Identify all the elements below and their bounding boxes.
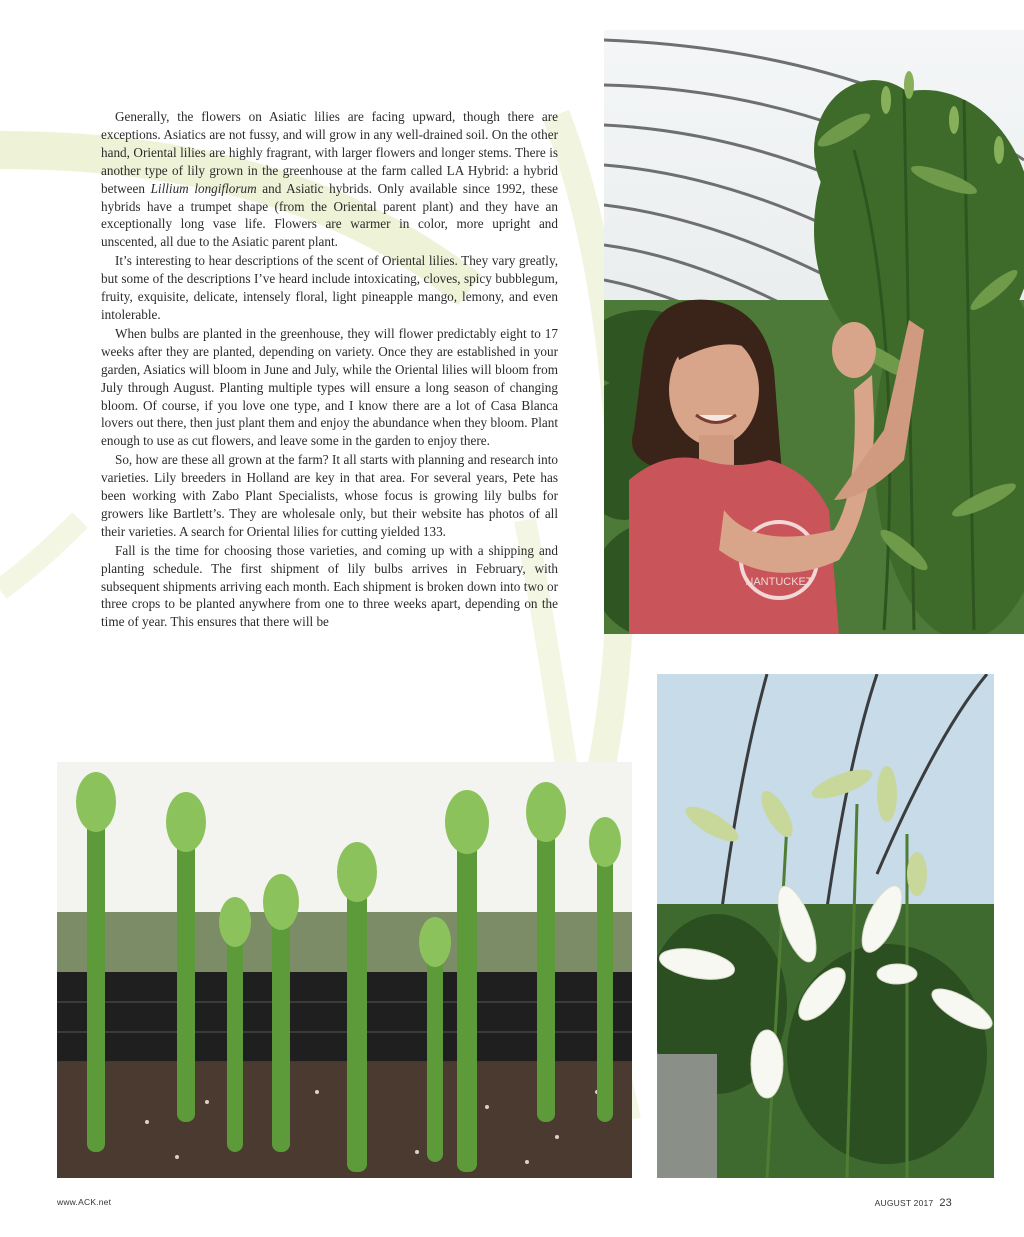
paragraph-4: So, how are these all grown at the farm? It all starts with planning and research into varieties. Lily breeders in Holland are key in that area. For several years, Pete has been working with Zabo Plant Specialists, whose focus is growing lily bulbs for growers like Bartlett’s. They are wholesale only, but their website has photos of all their varieties. A search for Oriental lilies for cutting yielded 133.	[101, 452, 558, 539]
footer-issue	[875, 1197, 952, 1209]
paragraph-2: It’s interesting to hear descriptions of the scent of Oriental lilies. They vary greatly, but some of the descriptions I’ve heard include intoxicating, cloves, spicy bubblegum, fruity, exquisite, delicate, intensely floral, light pineapple mango, lemony, and even intolerable.	[101, 253, 558, 322]
shirt-logo-text: NANTUCKET	[745, 576, 813, 588]
paragraph-3: When bulbs are planted in the greenhouse, they will flower predictably eight to 17 weeks after they are planted, depending on variety. Once they are established in your garden, Asiatics will bloom in June and July, while the Oriental lilies will bloom from July through August. Planting multiple types will ensure a long season of changing bloom. Of course, if you love one type, and I know there are a lot of Casa Blanca lovers out there, then just plant them and enjoy the abundance when they bloom. Plant enough to use as cut flowers, and leave some in the garden to enjoy there.	[101, 325, 558, 449]
article-body	[101, 108, 558, 632]
photo-white-lilies	[657, 674, 994, 1178]
paragraph-5: Fall is the time for choosing those varieties, and coming up with a shipping and planting schedule. The first shipment of lily bulbs arrives in February, with subsequent shipments arriving each month. Each shipment is broken down into two or three crops to be planted anywhere from one to three weeks apart, depending on the time of year. This ensures that there will be	[101, 542, 558, 630]
photo-woman-with-lilies	[604, 30, 1024, 634]
page-number: 23	[939, 1197, 952, 1209]
paragraph-1: Generally, the flowers on Asiatic lilies are facing upward, though there are exceptions. Asiatics are not fussy, and will grow in any well-drained soil. On the other hand, Oriental lilies are highly fragrant, with larger flowers and longer stems. There is another type of lily grown in the greenhouse at the farm called LA Hybrid: a hybrid between Lillium longiflorum and Asiatic hybrids. Only available since 1992, these hybrids have a trumpet shape (from the Oriental parent plant) and they have an exceptionally long vase life. Flowers are warmer in color, more upright and unscented, all due to the Asiatic parent plant.	[101, 109, 559, 250]
issue-date: AUGUST 2017	[874, 1198, 934, 1208]
photo-lily-shoots	[57, 762, 632, 1178]
footer-website: www.ACK.net	[57, 1197, 112, 1207]
scientific-name: Lillium longiflorum	[150, 180, 257, 196]
